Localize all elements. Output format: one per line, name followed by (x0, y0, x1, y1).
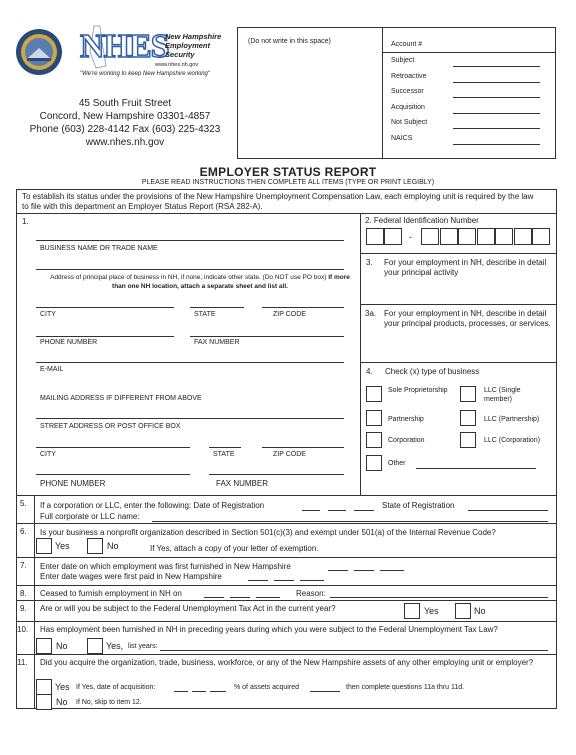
account-label: Account # (391, 41, 423, 48)
fein-digit-box[interactable] (458, 228, 476, 245)
item-1-number: 1. (22, 217, 29, 226)
fein-digit-box[interactable] (384, 228, 402, 245)
item-6-number: 6. (20, 527, 27, 536)
address-note (50, 273, 350, 291)
other-label: Other (388, 460, 406, 467)
prior-years-yes-label: Yes, (106, 641, 124, 651)
item-5-line-2: Full corporate or LLC name: (40, 512, 140, 521)
prior-years-no-checkbox[interactable] (36, 638, 52, 654)
office-item-label: NAICS (391, 134, 413, 142)
reason-input[interactable] (330, 597, 548, 598)
nonprofit-no-label: No (107, 541, 119, 551)
item-4-number: 4. (366, 367, 373, 376)
logo-website: www.nhes.nh.gov (155, 62, 199, 68)
state-label: STATE (194, 311, 216, 318)
list-years-label: list years: (128, 643, 158, 650)
other-input[interactable] (416, 468, 536, 469)
state-2-label: STATE (213, 451, 235, 458)
fein-digit-box[interactable] (514, 228, 532, 245)
agency-line-1: New Hampshire (165, 32, 222, 41)
prior-years-yes-checkbox[interactable] (87, 638, 103, 654)
logo-acronym: NHES (80, 28, 169, 65)
page-subtitle: PLEASE READ INSTRUCTIONS THEN COMPLETE ALL ITEMS (TYPE OR PRINT LEGIBLY) (141, 179, 435, 186)
item-2-number: 2. (365, 216, 372, 225)
agency-line-3: Security (165, 50, 195, 59)
fein-digit-box[interactable] (421, 228, 439, 245)
fein-digit-box[interactable] (532, 228, 550, 245)
email-label: E-MAIL (40, 366, 64, 373)
llc-single-checkbox[interactable] (460, 386, 476, 402)
fein-dash: - (409, 232, 412, 242)
futa-yes-checkbox[interactable] (404, 603, 420, 619)
item-6-note: If Yes, attach a copy of your letter of exemption. (150, 544, 319, 553)
futa-yes-label: Yes (424, 606, 439, 616)
item-7-line-2: Enter date wages were first paid in New Hampshire (40, 572, 222, 581)
item-5-number: 5. (20, 499, 27, 508)
office-item-field (453, 66, 540, 67)
fein-digit-box[interactable] (477, 228, 495, 245)
office-item-field (453, 113, 540, 114)
mailing-address-label: MAILING ADDRESS IF DIFFERENT FROM ABOVE (40, 395, 202, 402)
item-10-number: 10. (17, 625, 29, 634)
skip-note: If No, skip to item 12. (76, 699, 142, 706)
fein-digit-box[interactable] (366, 228, 384, 245)
item-5-line-1: If a corporation or LLC, enter the following: Date of Registration (40, 501, 265, 510)
office-item-label: Subject (391, 57, 415, 64)
corporation-label: Corporation (388, 437, 425, 444)
prior-years-no-label: No (56, 641, 68, 651)
office-item-label: Acquisition (391, 103, 425, 111)
fein-digit-box[interactable] (495, 228, 513, 245)
partnership-label: Partnership (388, 416, 424, 423)
office-item-label: Not Subject (391, 119, 428, 126)
other-checkbox[interactable] (366, 455, 382, 471)
nonprofit-yes-checkbox[interactable] (36, 538, 52, 554)
corporate-name-input[interactable] (152, 521, 548, 522)
intro-text: To establish its status under the provisions of the New Hampshire Unemployment Compensation Law, each employing unit is required by the law to file with this department an Employer Status Report (RSA 282-A). (22, 192, 534, 211)
acquired-yes-checkbox[interactable] (36, 679, 52, 695)
street-label: STREET ADDRESS OR POST OFFICE BOX (40, 423, 181, 430)
item-4-label: Check (x) type of business (385, 367, 480, 376)
item-7-line-1: Enter date on which employment was first furnished in New Hampshire (40, 562, 291, 571)
office-use-box (237, 27, 556, 159)
address-line-1: 45 South Fruit Street (78, 98, 172, 109)
agency-line-2: Employment (165, 41, 211, 50)
item-3-text: For your employment in NH, describe in detail your principal activity (384, 258, 547, 277)
city-label: CITY (40, 311, 56, 318)
item-9-text: Are or will you be subject to the Federal Unemployment Tax Act in the current year? (40, 604, 336, 613)
tagline: "We're working to keep New Hampshire working" (80, 71, 211, 77)
office-item-field (453, 82, 540, 83)
phone-2-label: PHONE NUMBER (40, 479, 106, 488)
zip-label: ZIP CODE (273, 311, 306, 318)
state-of-registration-input[interactable] (468, 510, 548, 511)
phone-label: PHONE NUMBER (40, 339, 98, 346)
acquired-yes-label: Yes (55, 682, 70, 692)
address-line-2: Concord, New Hampshire 03301-4857 (39, 111, 211, 122)
office-item-field (453, 128, 540, 129)
corporation-checkbox[interactable] (366, 432, 382, 448)
llc-partnership-checkbox[interactable] (460, 410, 476, 426)
city-2-label: CITY (40, 451, 56, 458)
sole-label: Sole Proprietorship (388, 387, 448, 394)
assets-pct-input[interactable] (310, 691, 340, 692)
list-years-input[interactable] (160, 650, 548, 651)
agency-name (165, 32, 221, 59)
fax-2-label: FAX NUMBER (216, 479, 269, 488)
fein-digit-box[interactable] (440, 228, 458, 245)
then-complete-label: then complete questions 11a thru 11d. (346, 684, 465, 691)
llc-single-label: LLC (Single member) (484, 387, 521, 403)
assets-pct-label: % of assets acquired (234, 684, 299, 691)
zip-2-label: ZIP CODE (273, 451, 306, 458)
nhes-logo (76, 22, 169, 74)
llc-partnership-label: LLC (Partnership) (484, 416, 540, 423)
item-11-number: 11. (17, 658, 28, 667)
do-not-write-label: (Do not write in this space) (248, 38, 331, 45)
address-block (20, 97, 230, 149)
phone-fax: Phone (603) 228-4142 Fax (603) 225-4323 (29, 124, 221, 135)
state-of-registration-label: State of Registration (382, 501, 455, 510)
item-3a-number: 3a. (365, 309, 377, 318)
office-item-field (453, 144, 540, 145)
llc-corporation-label: LLC (Corporation) (484, 437, 541, 444)
acquired-no-label: No (56, 697, 68, 707)
llc-corporation-checkbox[interactable] (460, 432, 476, 448)
item-2-label (365, 216, 479, 225)
item-3-number: 3. (366, 258, 373, 267)
business-name-label: BUSINESS NAME OR TRADE NAME (40, 245, 158, 252)
nh-state-seal-icon (15, 28, 63, 76)
futa-no-label: No (474, 606, 486, 616)
item-8-text: Ceased to furnish employment in NH on (40, 589, 182, 598)
fein-label: Federal Identification Number (373, 216, 479, 225)
sole-proprietorship-checkbox[interactable] (366, 386, 382, 402)
address-note-bold: If more than one NH location, attach a separate sheet and list all. (112, 274, 350, 290)
acquisition-date-label: If Yes, date of acquisition: (76, 684, 156, 691)
item-11-text: Did you acquire the organization, trade, business, workforce, or any of the New Hampshire assets of any other employing unit or employer? (40, 658, 534, 667)
office-item-label: Successor (391, 88, 424, 95)
office-item-label: Retroactive (391, 72, 427, 80)
fax-label: FAX NUMBER (194, 339, 240, 346)
page-title: EMPLOYER STATUS REPORT (199, 165, 377, 179)
item-7-number: 7. (20, 561, 27, 570)
website: www.nhes.nh.gov (85, 137, 165, 148)
item-9-number: 9. (20, 604, 27, 613)
nonprofit-no-checkbox[interactable] (87, 538, 103, 554)
nonprofit-yes-label: Yes (55, 541, 70, 551)
item-6-question: Is your business a nonprofit organization described in Section 501(c)(3) and exempt under 501(a) of the Internal Revenue Code? (40, 528, 496, 537)
office-item-field (453, 97, 540, 98)
address-note-text: Address of principal place of business in NH, if none, indicate other state. (Do NOT use PO box) (50, 274, 327, 281)
item-3a-text: For your employment in NH, describe in detail your principal products, processes, or services. (384, 309, 551, 328)
acquired-no-checkbox[interactable] (36, 694, 52, 710)
item-10-text: Has employment been furnished in NH in preceding years during which you were subject to the Federal Unemployment Tax Law? (40, 625, 498, 634)
reason-label: Reason: (296, 589, 326, 598)
partnership-checkbox[interactable] (366, 410, 382, 426)
item-8-number: 8. (20, 589, 27, 598)
futa-no-checkbox[interactable] (455, 603, 471, 619)
